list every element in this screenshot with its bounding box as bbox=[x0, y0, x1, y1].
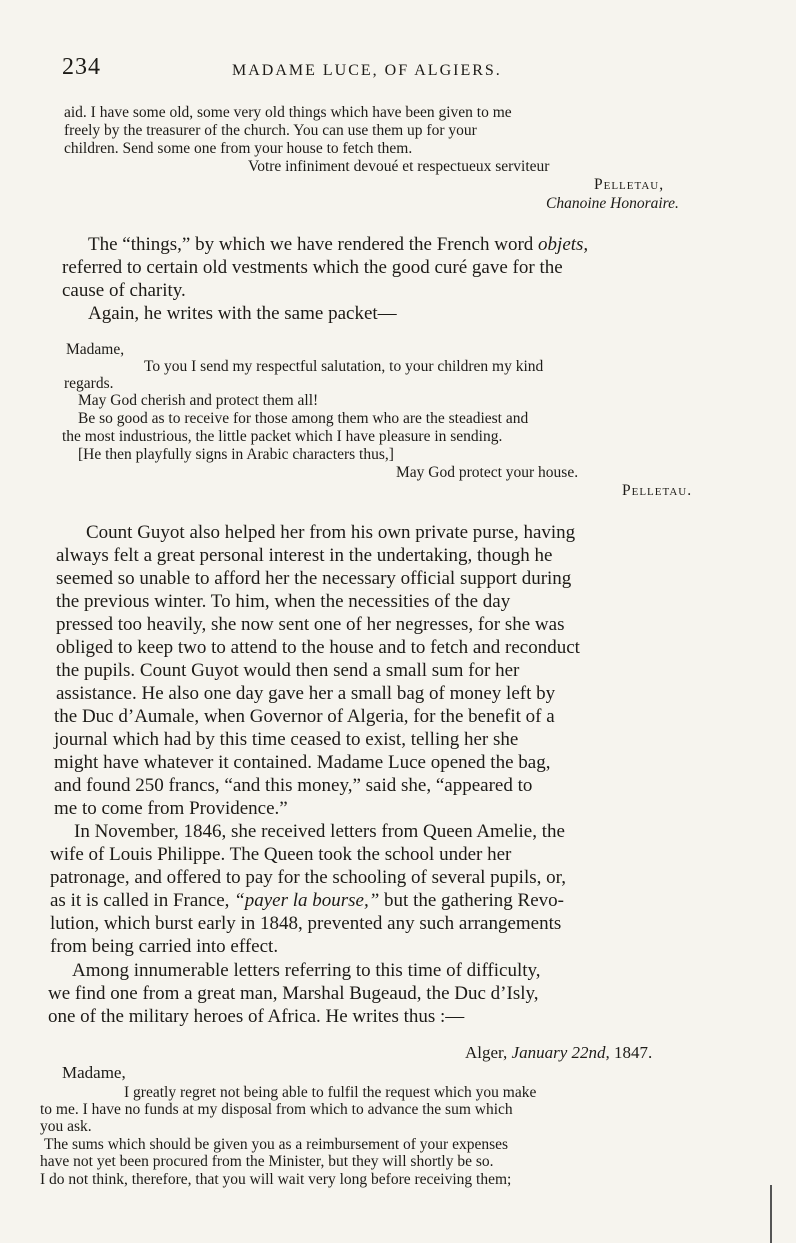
para3-line: obliged to keep two to attend to the house and to fetch and reconduct bbox=[56, 637, 580, 658]
letter3-line: The sums which should be given you as a reimbursement of your expenses bbox=[44, 1136, 509, 1153]
letter3-line: I greatly regret not being able to fulfil the request which you make bbox=[124, 1084, 537, 1101]
foreign-phrase: “payer la bourse,” bbox=[234, 890, 380, 911]
letter3-line: have not yet been procured from the Minister, but they will shortly be so. bbox=[40, 1153, 494, 1170]
para4-prefix: as it is called in France, bbox=[50, 890, 230, 911]
para3-line: and found 250 francs, “and this money,” said she, “appeared to bbox=[54, 775, 533, 796]
para4-line-4 bbox=[50, 890, 564, 912]
para3-line: assistance. He also one day gave her a small bag of money left by bbox=[56, 683, 556, 704]
para3-line: me to come from Providence.” bbox=[54, 798, 288, 819]
para3-line: pressed too heavily, she now sent one of her negresses, for she was bbox=[56, 614, 565, 635]
letter2-line: May God protect your house. bbox=[396, 464, 579, 481]
letter2-line: May God cherish and protect them all! bbox=[78, 392, 319, 409]
para3-line: always felt a great personal interest in the undertaking, though he bbox=[56, 545, 553, 566]
para5-line: we find one from a great man, Marshal Bugeaud, the Duc d’Isly, bbox=[48, 983, 539, 1004]
para4-line: lution, which burst early in 1848, prevented any such arrangements bbox=[50, 913, 562, 934]
para3-line: Count Guyot also helped her from his own private purse, having bbox=[86, 522, 576, 543]
running-title: MADAME LUCE, OF ALGIERS. bbox=[232, 62, 502, 79]
para1-line: referred to certain old vestments which the good curé gave for the bbox=[62, 257, 563, 278]
para3-line: seemed so unable to afford her the necessary official support during bbox=[56, 568, 572, 589]
para1-line-1 bbox=[88, 234, 588, 256]
foreign-word: objets, bbox=[538, 234, 589, 255]
dateline-place: Alger, bbox=[465, 1043, 508, 1062]
letter2-line: regards. bbox=[64, 375, 114, 392]
letter1-line: aid. I have some old, some very old things which have been given to me bbox=[64, 104, 512, 121]
page-header bbox=[62, 54, 762, 88]
para4-line: wife of Louis Philippe. The Queen took the school under her bbox=[50, 844, 512, 865]
letter1-signature: Pelletau, bbox=[594, 176, 665, 193]
letter2-line: [He then playfully signs in Arabic characters thus,] bbox=[78, 446, 394, 463]
letter1-line: freely by the treasurer of the church. You can use them up for your bbox=[64, 122, 477, 139]
para4-line: In November, 1846, she received letters from Queen Amelie, the bbox=[74, 821, 565, 842]
page-number: 234 bbox=[62, 54, 101, 80]
dateline-date: January 22nd, bbox=[511, 1043, 610, 1062]
letter2-line: the most industrious, the little packet which I have pleasure in sending. bbox=[62, 428, 503, 445]
letter1-line: children. Send some one from your house to fetch them. bbox=[64, 140, 413, 157]
letter3-line: I do not think, therefore, that you will wait very long before receiving them; bbox=[40, 1171, 512, 1188]
letter3-dateline bbox=[465, 1044, 652, 1062]
para3-line: the previous winter. To him, when the necessities of the day bbox=[56, 591, 511, 612]
letter1-title: Chanoine Honoraire. bbox=[546, 195, 679, 212]
letter2-salutation: Madame, bbox=[66, 341, 125, 358]
para1-line: cause of charity. bbox=[62, 280, 186, 301]
para4-line: from being carried into effect. bbox=[50, 936, 279, 957]
para5-line: Among innumerable letters referring to this time of difficulty, bbox=[72, 960, 541, 981]
letter2-line: Be so good as to receive for those among them who are the steadiest and bbox=[78, 410, 529, 427]
letter1-closing: Votre infiniment devoué et respectueux serviteur bbox=[248, 158, 550, 175]
letter3-line: you ask. bbox=[40, 1118, 92, 1135]
para4-suffix: but the gathering Revo- bbox=[384, 890, 564, 911]
para3-line: the pupils. Count Guyot would then send a small sum for her bbox=[56, 660, 520, 681]
para3-line: might have whatever it contained. Madame Luce opened the bag, bbox=[54, 752, 551, 773]
letter2-line: To you I send my respectful salutation, to your children my kind bbox=[144, 358, 544, 375]
para3-line: the Duc d’Aumale, when Governor of Algeria, for the benefit of a bbox=[54, 706, 555, 727]
letter3-salutation: Madame, bbox=[62, 1063, 126, 1082]
page-edge-rule bbox=[770, 1185, 772, 1243]
para1-text: The “things,” by which we have rendered the French word bbox=[88, 234, 534, 255]
letter3-line: to me. I have no funds at my disposal from which to advance the sum which bbox=[40, 1101, 513, 1118]
para4-line: patronage, and offered to pay for the schooling of several pupils, or, bbox=[50, 867, 566, 888]
para3-line: journal which had by this time ceased to exist, telling her she bbox=[54, 729, 519, 750]
para5-line: one of the military heroes of Africa. He writes thus :— bbox=[48, 1006, 465, 1027]
letter2-signature: Pelletau. bbox=[622, 482, 693, 499]
para2-line: Again, he writes with the same packet— bbox=[88, 303, 397, 324]
dateline-year: 1847. bbox=[614, 1043, 653, 1062]
